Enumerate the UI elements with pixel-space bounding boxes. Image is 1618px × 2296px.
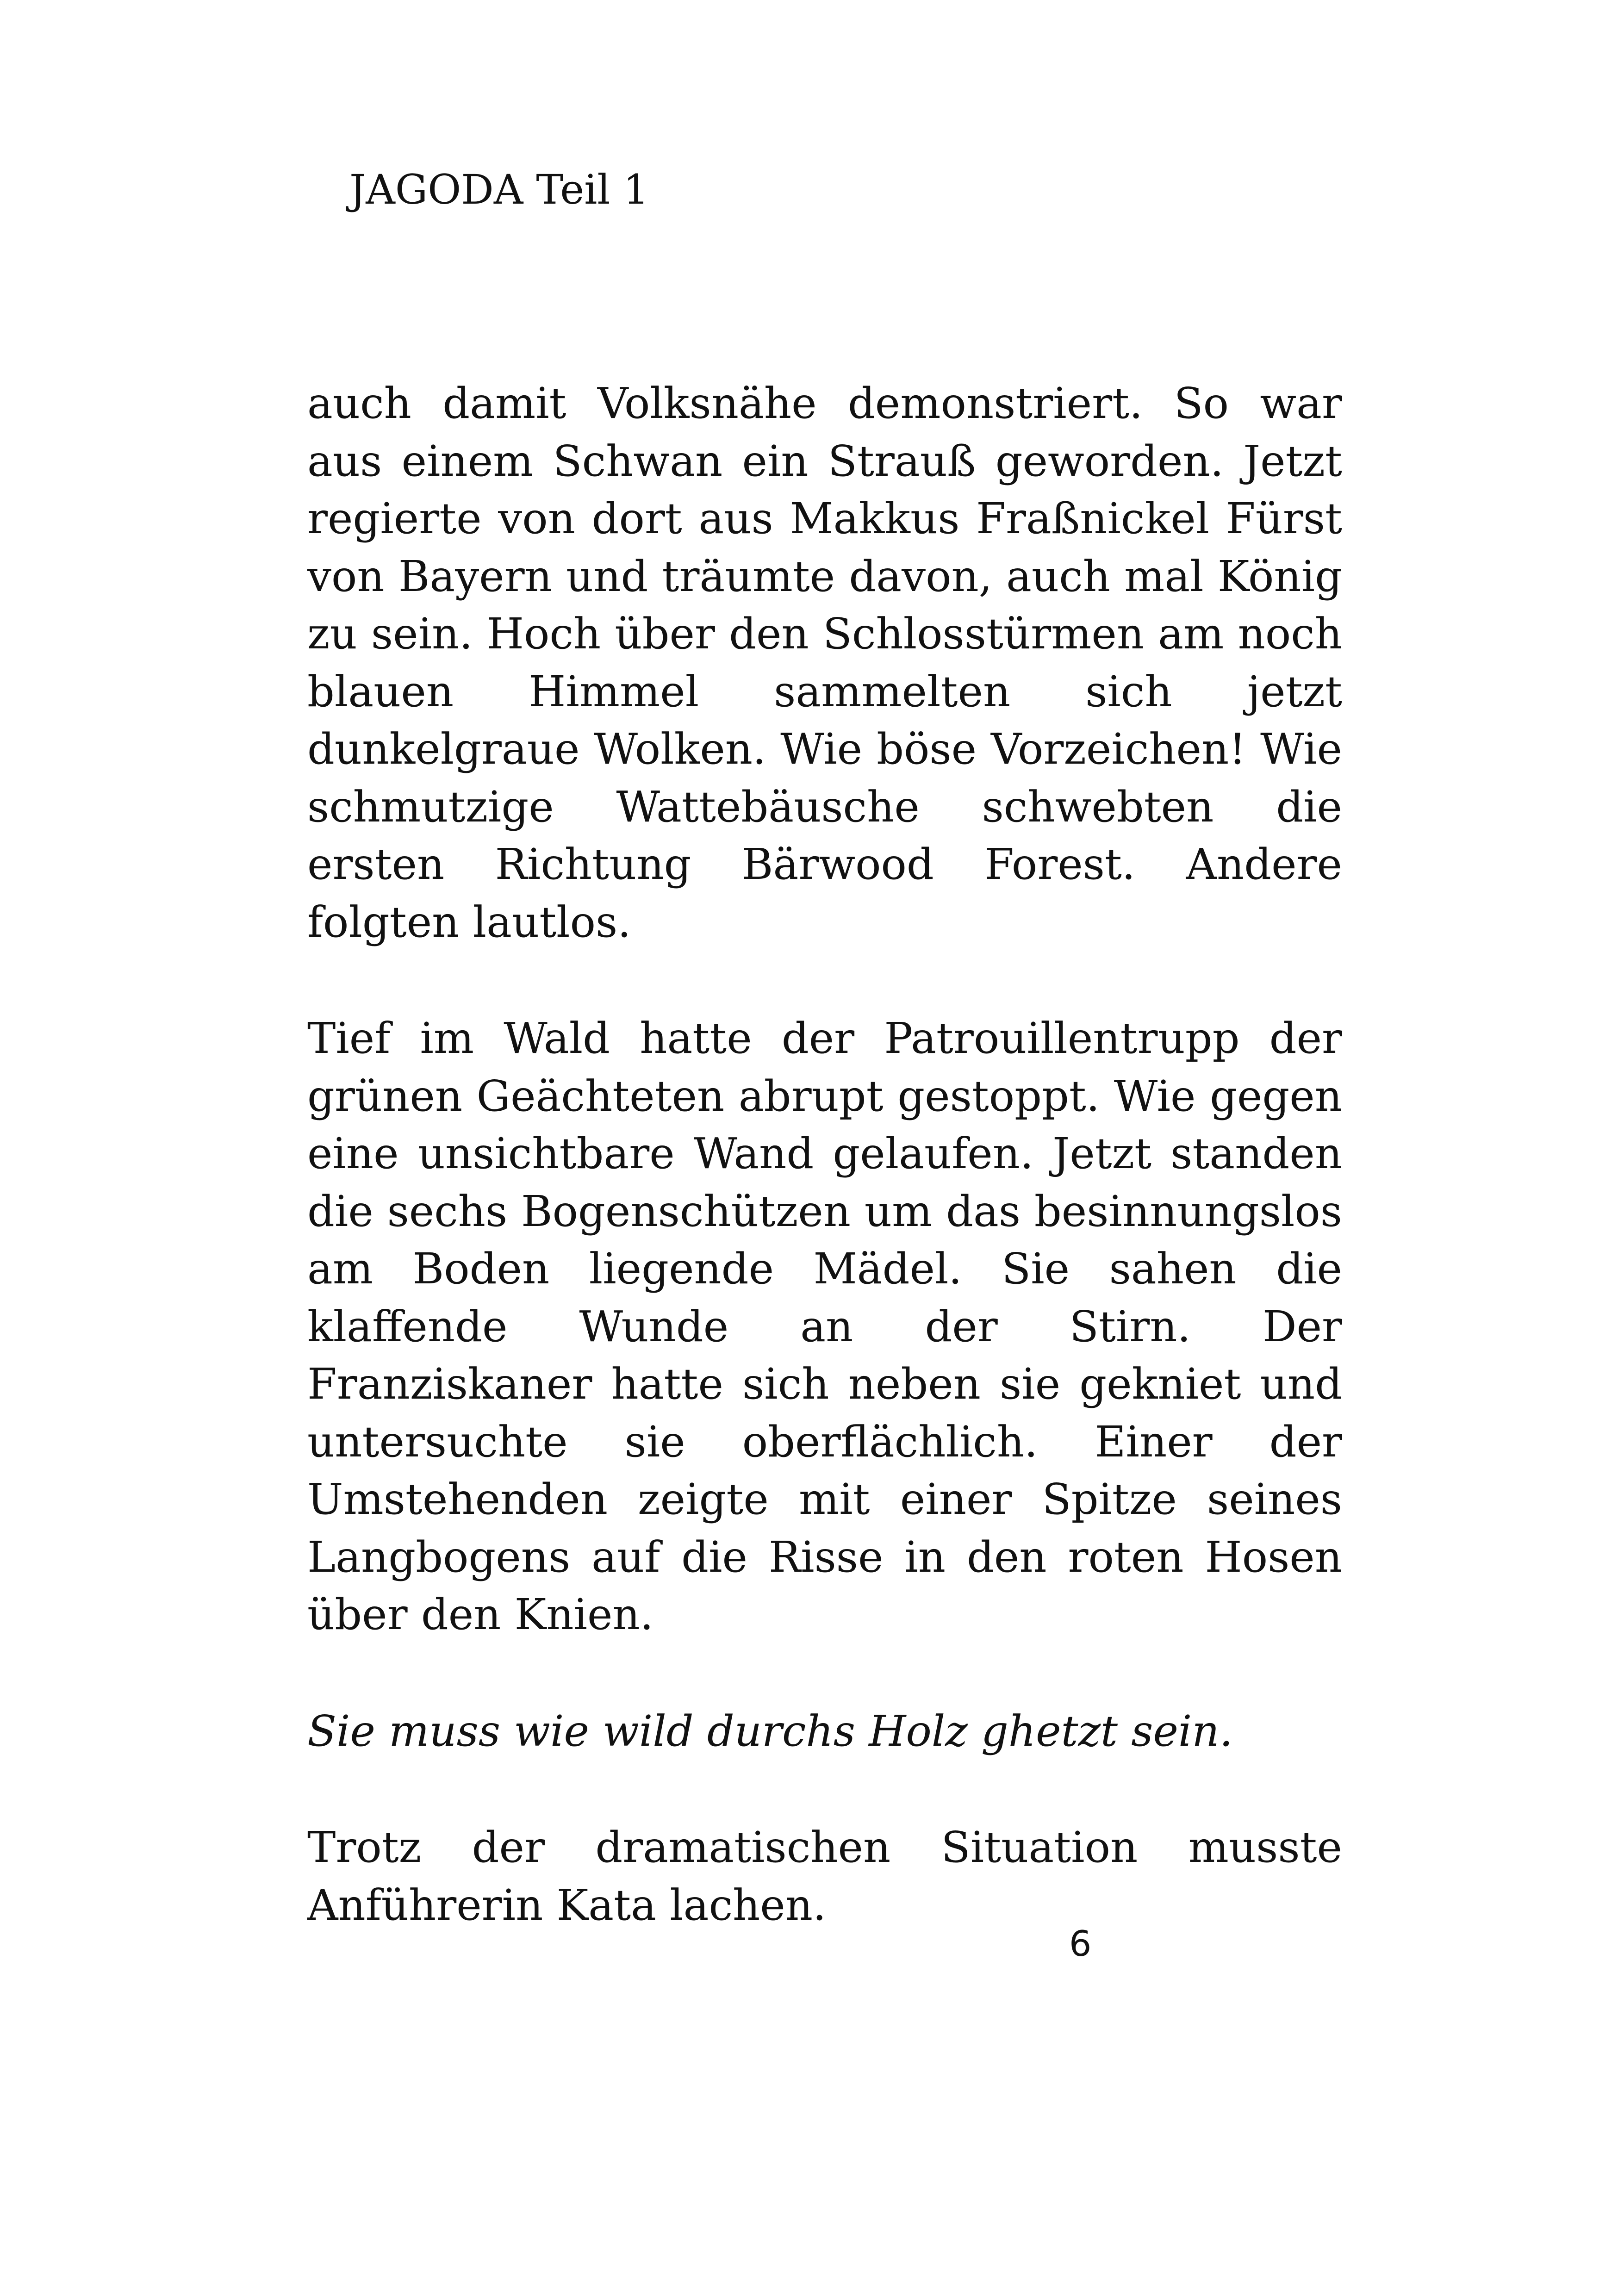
page-number: 6: [1069, 1923, 1092, 1964]
running-header: JAGODA Teil 1: [349, 166, 649, 213]
paragraph-1: auch damit Volksnähe demonstriert. So war aus einem Schwan ein Strauß geworden. Jetzt regierte von dort aus Makkus Fraßnickel Fürst von Bayern und träumte davon, auch mal König zu sein. Hoch über den Schlosstürmen am noch blauen Himmel sammelten sich jetzt dunkelgraue Wolken. Wie böse Vorzeichen! Wie schmutzige Wattebäusche schwebten die ersten Richtung Bärwood Forest. Andere folgten lautlos.: [307, 379, 1342, 947]
paragraph-2: Tief im Wald hatte der Patrouillentrupp der grünen Geächteten abrupt gestoppt. Wie gegen eine unsichtbare Wand gelaufen. Jetzt standen die sechs Bogenschützen um das besinnungslos am Boden liegende Mädel. Sie sahen die klaffende Wunde an der Stirn. Der Franziskaner hatte sich neben sie gekniet und untersuchte sie oberflächlich. Einer der Umstehenden zeigte mit einer Spitze seines Langbogens auf die Risse in den roten Hosen über den Knien.: [307, 1014, 1342, 1639]
paragraph-3-italic: Sie muss wie wild durchs Holz ghetzt sein.: [307, 1706, 1233, 1756]
paragraph-4: Trotz der dramatischen Situation musste Anführerin Kata lachen.: [307, 1823, 1342, 1930]
body-text: [307, 375, 1342, 1993]
